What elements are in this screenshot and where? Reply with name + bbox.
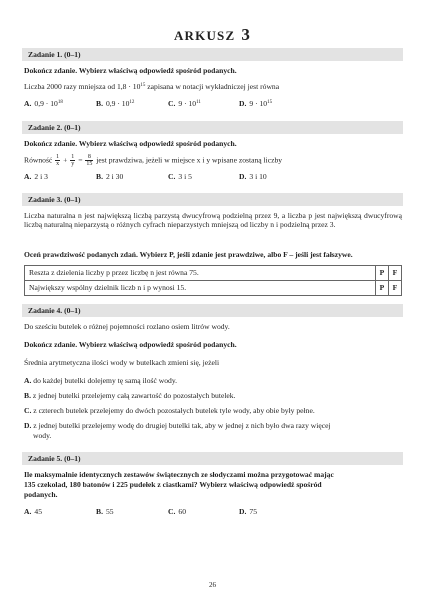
option-exp: 15 (267, 100, 273, 105)
task-4-option-b[interactable] (24, 391, 402, 400)
task-5-header: Zadanie 5. (0–1) (22, 452, 403, 465)
task-2-option-b[interactable] (96, 172, 123, 181)
option-letter: C. (168, 99, 176, 108)
option-letter: B. (96, 507, 103, 516)
option-letter: B. (24, 391, 31, 400)
task-1-stem-before: Liczba 2000 razy mniejsza od 1,8 · 10 (24, 82, 141, 91)
task-1-option-b[interactable] (96, 99, 134, 108)
option-letter: D. (239, 99, 247, 108)
option-letter: A. (24, 507, 32, 516)
task-5-option-c[interactable] (168, 507, 186, 516)
task-3-instruction: Oceń prawdziwość podanych zdań. Wybierz P, jeśli zdanie jest prawdziwe, albo F – jeśli jest fałszywe. (24, 250, 353, 259)
statement-text: Największy wspólny dzielnik liczb n i p wynosi 15. (25, 281, 376, 296)
option-exp: 18 (57, 100, 63, 105)
option-text: z jednej butelki przelejemy całą zawartość do pozostałych butelek. (32, 391, 236, 400)
task-4-option-c[interactable] (24, 406, 402, 415)
task-5-option-b[interactable] (96, 507, 114, 516)
task-5-question-line-1: Ile maksymalnie identycznych zestawów świątecznych ze słodyczami można przygotować mając (24, 470, 334, 479)
task-5-option-a[interactable] (24, 507, 42, 516)
option-base: 9 · 10 (249, 99, 268, 108)
task-5-option-d[interactable] (239, 507, 257, 516)
task-2-option-a[interactable] (24, 172, 48, 181)
page-number: 26 (209, 581, 216, 589)
option-text: 55 (105, 507, 114, 516)
option-text: 60 (178, 507, 186, 516)
option-base: 0,9 · 10 (105, 99, 130, 108)
task-2-stem-suffix: jest prawdziwa, jeżeli w miejsce x i y wpisane zostaną liczby (96, 155, 283, 165)
task-2-stem (24, 154, 402, 167)
option-text: z czterech butelek przelejemy do dwóch pozostałych butelek tyle wody, aby obie były pełne. (33, 406, 315, 415)
false-option[interactable]: F (389, 281, 402, 296)
true-false-table (24, 265, 402, 296)
option-letter: B. (96, 172, 103, 181)
task-4-intro: Do sześciu butelek o różnej pojemności rozlano osiem litrów wody. (24, 322, 230, 331)
option-text: 3 i 10 (249, 172, 267, 181)
task-1-stem (24, 82, 402, 91)
option-letter: D. (239, 172, 247, 181)
task-1-header: Zadanie 1. (0–1) (22, 48, 403, 61)
option-base: 9 · 10 (178, 99, 197, 108)
option-letter: C. (24, 406, 32, 415)
task-1-instruction: Dokończ zdanie. Wybierz właściwą odpowiedź spośród podanych. (24, 66, 237, 75)
option-letter: D. (24, 421, 32, 430)
option-exp: 12 (129, 100, 135, 105)
task-2-stem-prefix: Równość (24, 155, 53, 165)
task-1-stem-after: zapisana w notacji wykładniczej jest równa (145, 82, 280, 91)
task-4-option-d-continued: wody. (33, 431, 52, 440)
task-4-option-d[interactable] (24, 421, 402, 430)
option-text: z jednej butelki przelejemy wodę do drugiej butelki tak, aby w jednej z nich było dwa razy więcej (33, 421, 331, 430)
option-text: 2 i 30 (105, 172, 124, 181)
task-2-header: Zadanie 2. (0–1) (22, 121, 403, 134)
option-text: do każdej butelki dolejemy tę samą ilość wody. (33, 376, 178, 385)
sheet-number: 3 (241, 25, 252, 44)
sheet-title (0, 24, 425, 45)
option-letter: A. (24, 99, 32, 108)
table-row (25, 266, 402, 281)
task-5-question-line-3: podanych. (24, 490, 58, 499)
fraction-1-over-y: $\frac{1}{y}$ (71, 154, 75, 167)
plus-sign: + (63, 155, 68, 165)
task-5-question-line-2: 135 czekolad, 180 batonów i 225 pudełek z ciastkami? Wybierz właściwą odpowiedź spośród (24, 480, 322, 489)
sheet-label: ARKUSZ (173, 28, 236, 43)
task-4-stem: Średnia arytmetyczna ilości wody w butelkach zmieni się, jeżeli (24, 358, 220, 367)
task-2-option-d[interactable] (239, 172, 267, 181)
option-text: 75 (249, 507, 257, 516)
fraction-8-over-15: $\frac{8}{15}$ (86, 154, 93, 167)
task-1-option-c[interactable] (168, 99, 201, 108)
false-option[interactable]: F (389, 266, 402, 281)
task-4-instruction: Dokończ zdanie. Wybierz właściwą odpowiedź spośród podanych. (24, 340, 237, 349)
task-4-option-a[interactable] (24, 376, 402, 385)
true-option[interactable]: P (376, 266, 389, 281)
task-4-header: Zadanie 4. (0–1) (22, 304, 403, 317)
option-text: 45 (34, 507, 42, 516)
option-letter: B. (96, 99, 103, 108)
task-1-stem-exp: 15 (140, 83, 146, 88)
equals-sign: = (78, 155, 83, 165)
table-row (25, 281, 402, 296)
true-option[interactable]: P (376, 281, 389, 296)
statement-text: Reszta z dzielenia liczby p przez liczbę n jest równa 75. (25, 266, 376, 281)
option-text: 2 i 3 (34, 172, 48, 181)
task-2-instruction: Dokończ zdanie. Wybierz właściwą odpowiedź spośród podanych. (24, 139, 237, 148)
task-1-option-a[interactable] (24, 99, 63, 108)
option-letter: C. (168, 507, 176, 516)
option-exp: 11 (196, 100, 201, 105)
option-text: 3 i 5 (178, 172, 192, 181)
option-letter: D. (239, 507, 247, 516)
option-letter: C. (168, 172, 176, 181)
task-3-paragraph: Liczba naturalna n jest największą liczbą parzystą dwucyfrową podzielną przez 9, a liczba p jest największą dwucyfrową liczbą naturalną nieparzystą o różnych cyfrach nieparzystych mniejszą od liczby n i podzielną przez 3. (24, 211, 402, 230)
task-3-header: Zadanie 3. (0–1) (22, 193, 403, 206)
option-letter: A. (24, 172, 32, 181)
option-letter: A. (24, 376, 32, 385)
task-2-option-c[interactable] (168, 172, 192, 181)
option-base: 0,9 · 10 (34, 99, 58, 108)
fraction-1-over-x: $\frac{1}{x}$ (56, 154, 60, 167)
task-1-option-d[interactable] (239, 99, 272, 108)
